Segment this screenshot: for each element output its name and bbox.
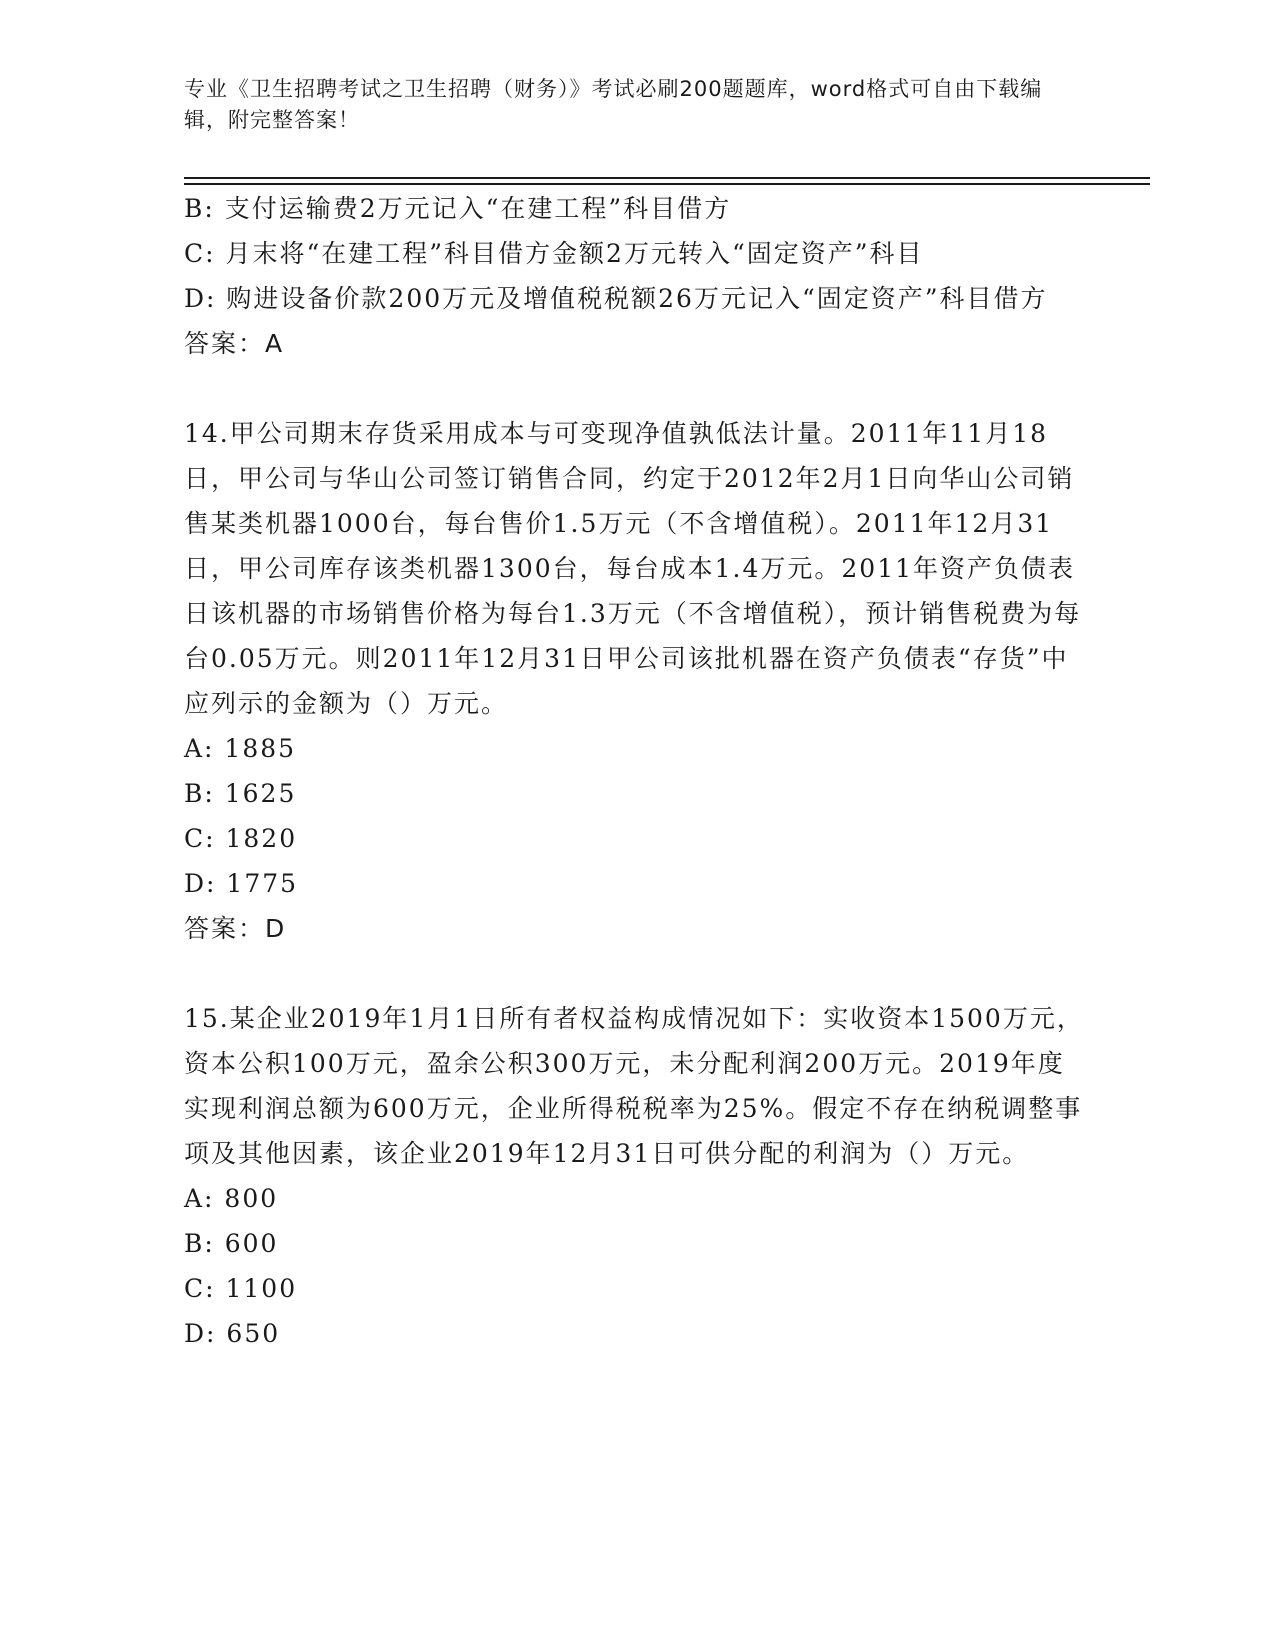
q14-stem: 14.甲公司期末存货采用成本与可变现净值孰低法计量。2011年11月18日，甲公司与华山公司签订销售合同，约定于2012年2月1日向华山公司销售某类机器1000台，每台售价1.5万元（不含增值税）。2011年12月31日，甲公司库存该类机器1300台，每台成本1.4万元。2011年资产负债表日该机器的市场销售价格为每台1.3万元（不含增值税），预计销售税费为每台0.05万元。则2011年12月31日甲公司该批机器在资产负债表“存货”中应列示的金额为（）万元。 bbox=[184, 419, 1082, 718]
q14-option-d: D: 1775 bbox=[184, 869, 299, 898]
q14-answer: 答案：D bbox=[184, 914, 287, 943]
question-13-tail bbox=[184, 186, 1084, 366]
q13-option-c: C: 月末将“在建工程”科目借方金额2万元转入“固定资产”科目 bbox=[184, 239, 924, 268]
q15-stem: 15.某企业2019年1月1日所有者权益构成情况如下：实收资本1500万元，资本公积100万元，盈余公积300万元，未分配利润200万元。2019年度实现利润总额为600万元，企业所得税税率为25%。假定不存在纳税调整事项及其他因素，该企业2019年12月31日可供分配的利润为（）万元。 bbox=[184, 1004, 1084, 1168]
document-body bbox=[184, 186, 1084, 1356]
spacer bbox=[184, 951, 1084, 996]
question-14 bbox=[184, 411, 1084, 951]
q14-option-a: A: 1885 bbox=[184, 734, 297, 763]
q15-option-a: A: 800 bbox=[184, 1184, 279, 1213]
header-divider-bottom bbox=[184, 183, 1150, 185]
q13-option-b: B: 支付运输费2万元记入“在建工程”科目借方 bbox=[184, 194, 732, 223]
document-header: 专业《卫生招聘考试之卫生招聘（财务）》考试必刷200题题库，word格式可自由下载编辑，附完整答案！ bbox=[184, 77, 1043, 132]
question-15 bbox=[184, 996, 1084, 1356]
q15-option-c: C: 1100 bbox=[184, 1274, 298, 1303]
header-divider-top bbox=[184, 177, 1150, 179]
q13-answer: 答案：A bbox=[184, 329, 285, 358]
q13-option-d: D: 购进设备价款200万元及增值税税额26万元记入“固定资产”科目借方 bbox=[184, 284, 1048, 313]
q14-option-c: C: 1820 bbox=[184, 824, 298, 853]
spacer bbox=[184, 366, 1084, 411]
q15-option-b: B: 600 bbox=[184, 1229, 279, 1258]
q14-option-b: B: 1625 bbox=[184, 779, 297, 808]
q15-option-d: D: 650 bbox=[184, 1319, 281, 1348]
